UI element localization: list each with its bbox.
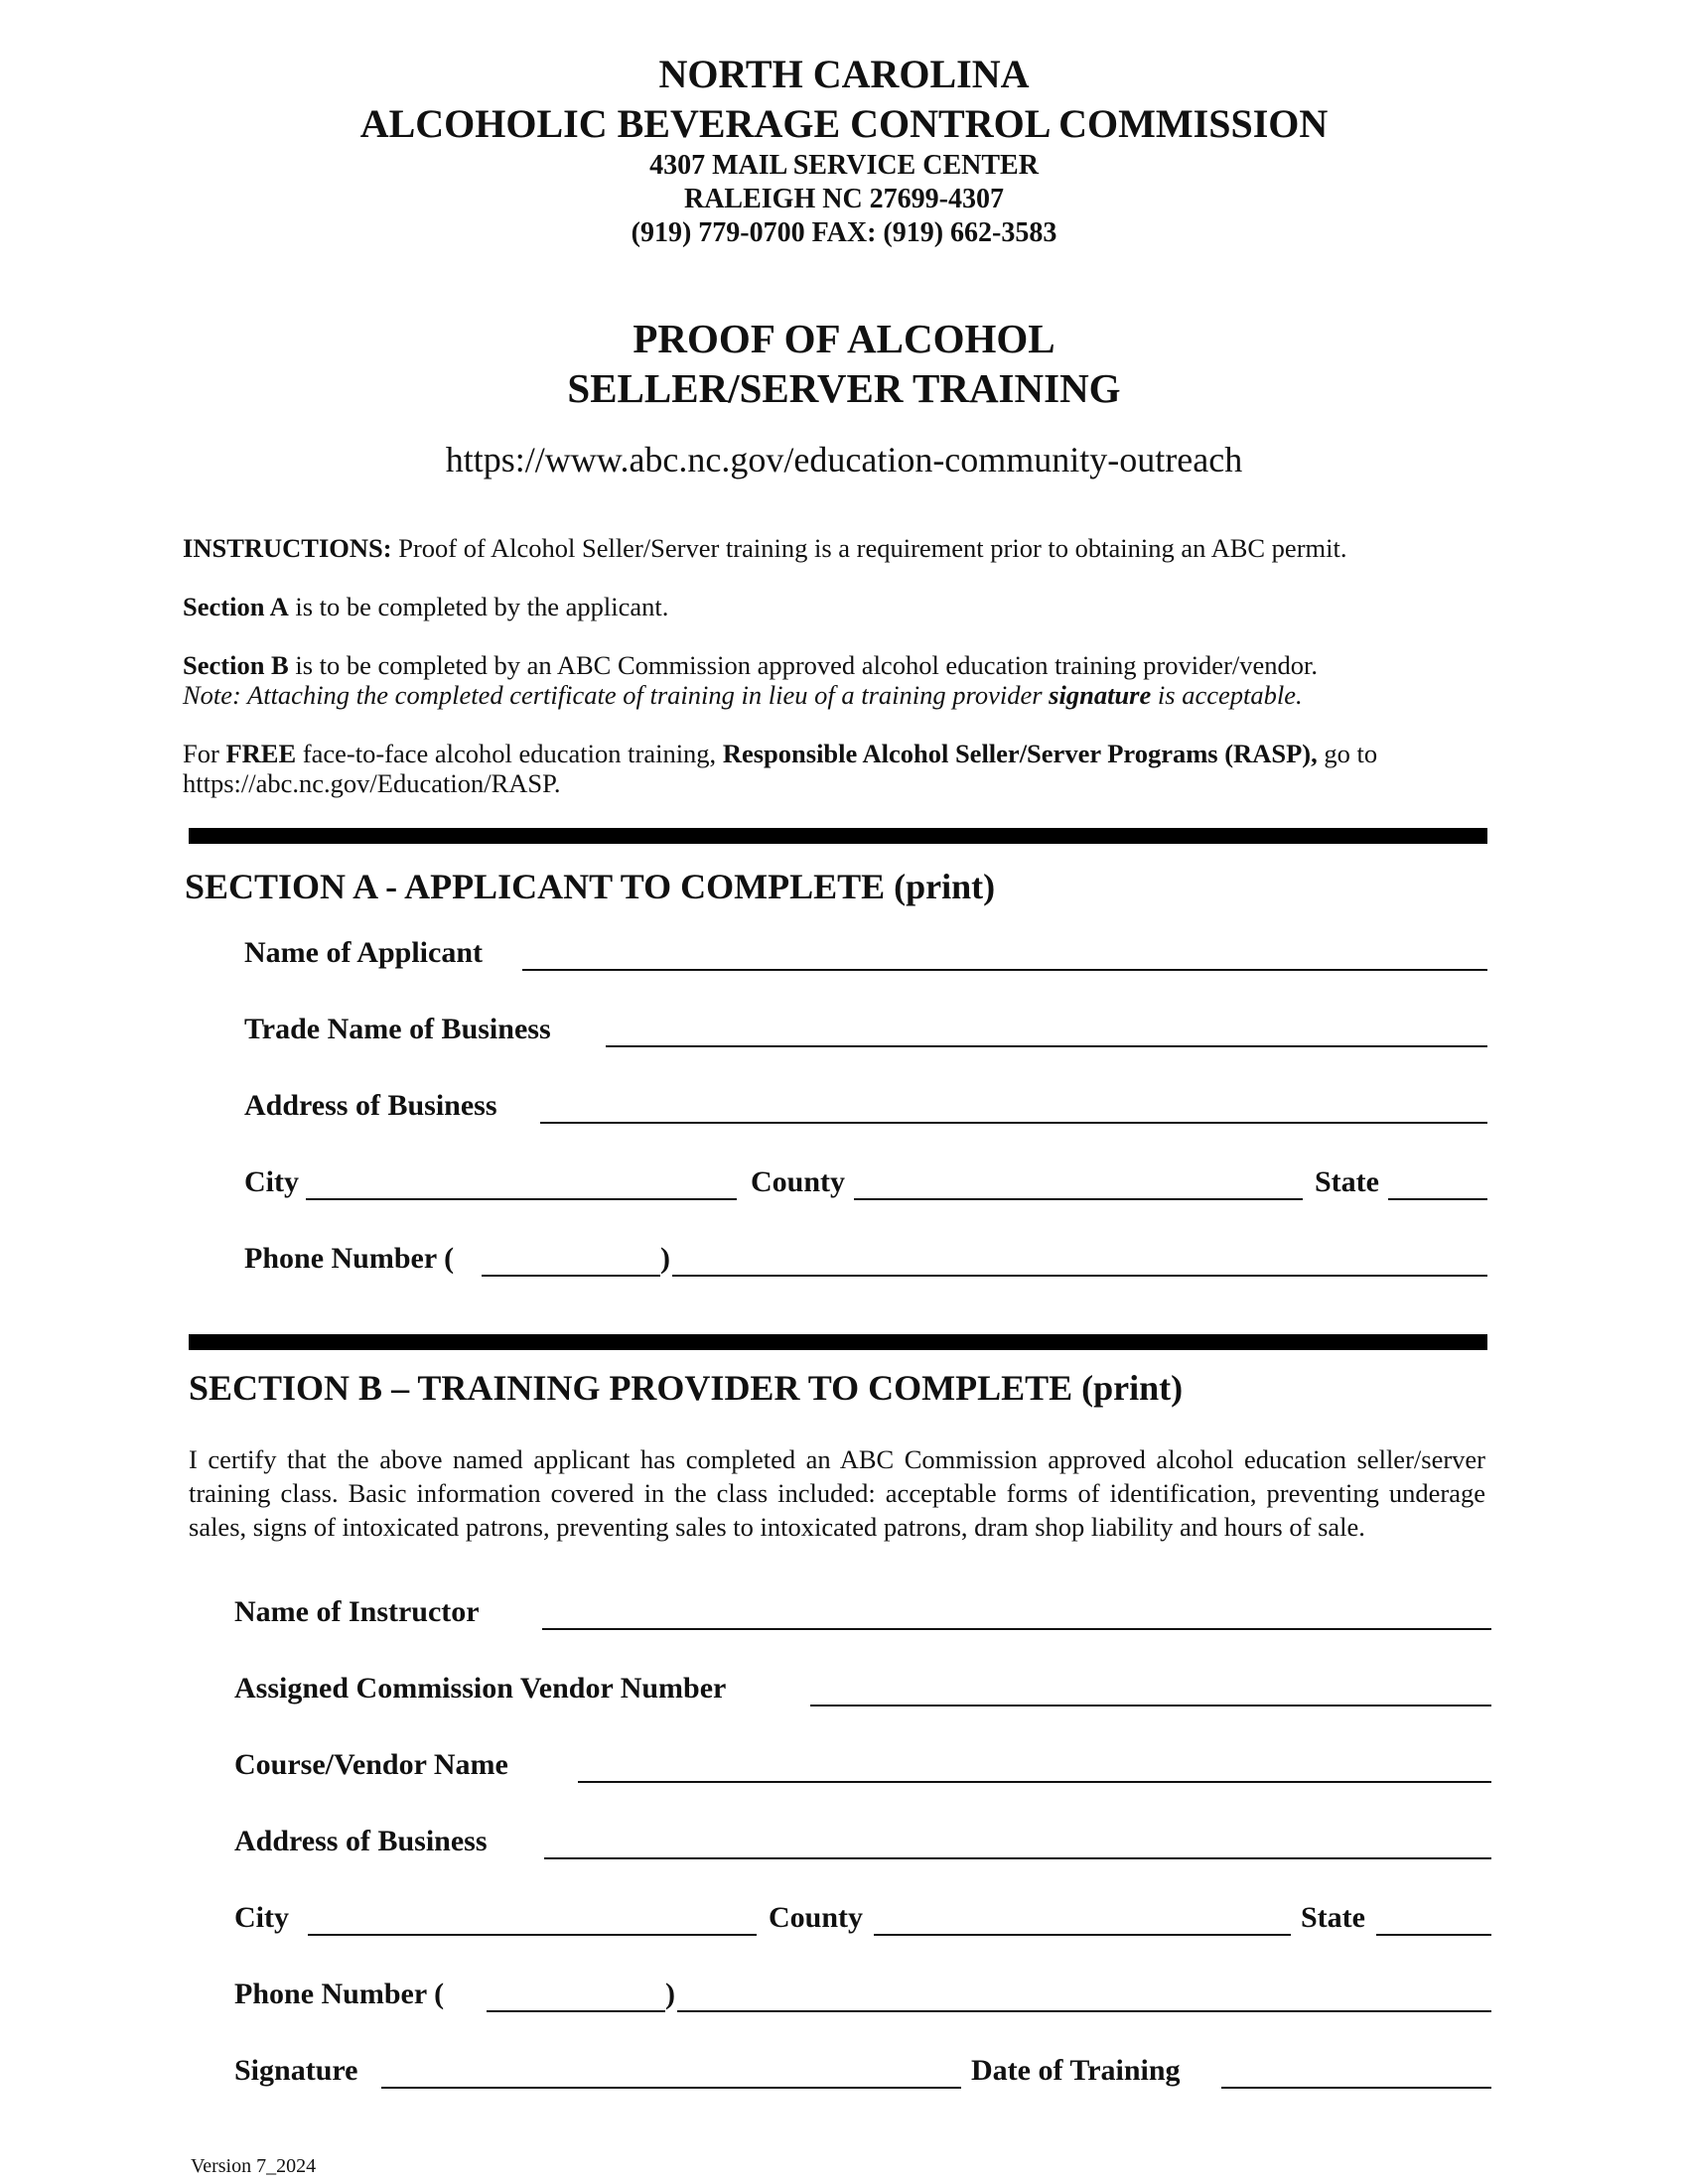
trade-name-row (0, 1012, 1688, 1051)
certificate-note (183, 680, 1513, 710)
vendor-address-label: Address of Business (234, 1825, 488, 1857)
date-of-training-label: Date of Training (971, 2054, 1181, 2087)
signature-date-row (0, 2053, 1688, 2093)
applicant-name-row (0, 935, 1688, 975)
vendor-city-county-state-row (0, 1900, 1688, 1940)
section-a-instruction-text: is to be completed by the applicant. (288, 592, 669, 621)
vendor-state-field[interactable] (1376, 1934, 1491, 1936)
free-text-end: go to (1317, 739, 1378, 768)
vendor-address-field[interactable] (544, 1857, 1491, 1859)
section-a-instruction (183, 592, 1513, 621)
phone-label: Phone Number ( (244, 1242, 455, 1275)
form-title-line1: PROOF OF ALCOHOL (633, 316, 1055, 361)
section-b-instruction (183, 650, 1513, 680)
vendor-phone-number-field[interactable] (677, 2010, 1491, 2012)
org-address-line2: RALEIGH NC 27699-4307 (683, 184, 1004, 214)
trade-name-label: Trade Name of Business (244, 1013, 551, 1045)
free-word: FREE (225, 739, 297, 768)
trade-name-field[interactable] (606, 1045, 1487, 1047)
rasp-url[interactable]: https://abc.nc.gov/Education/RASP. (183, 768, 561, 798)
signature-label: Signature (234, 2054, 358, 2087)
vendor-phone-close-paren: ) (665, 1978, 675, 2010)
free-training-paragraph (183, 739, 1513, 798)
section-a-instruction-label: Section A (183, 592, 289, 621)
note-text-start: Note: Attaching the completed certificate of training in lieu of a training provider (183, 680, 1050, 710)
note-text-end: is acceptable. (1151, 680, 1303, 710)
vendor-city-label: City (234, 1901, 289, 1934)
business-address-row (0, 1088, 1688, 1128)
business-address-field[interactable] (540, 1122, 1487, 1124)
form-url[interactable]: https://www.abc.nc.gov/education-community-outreach (445, 440, 1243, 479)
vendor-phone-row (0, 1977, 1688, 2016)
vendor-number-label: Assigned Commission Vendor Number (234, 1672, 727, 1705)
phone-area-code-field[interactable] (482, 1275, 660, 1277)
state-field[interactable] (1388, 1198, 1487, 1200)
section-b-instruction-text: is to be completed by an ABC Commission approved alcohol education training provider/vendor. (288, 650, 1319, 680)
section-a-title: SECTION A - APPLICANT TO COMPLETE (print) (185, 867, 996, 906)
rasp-program-name: Responsible Alcohol Seller/Server Programs (RASP), (722, 739, 1318, 768)
city-county-state-row (0, 1164, 1688, 1204)
section-b-divider (189, 1334, 1487, 1350)
course-vendor-field[interactable] (578, 1781, 1491, 1783)
vendor-city-field[interactable] (308, 1934, 757, 1936)
instructions-paragraph (183, 533, 1513, 563)
vendor-number-row (0, 1671, 1688, 1710)
instructor-name-row (0, 1594, 1688, 1634)
vendor-county-label: County (769, 1901, 864, 1934)
vendor-state-label: State (1301, 1901, 1365, 1934)
phone-number-row (0, 1241, 1688, 1281)
vendor-county-field[interactable] (874, 1934, 1291, 1936)
course-vendor-row (0, 1747, 1688, 1787)
phone-number-field[interactable] (672, 1275, 1487, 1277)
certification-statement: I certify that the above named applicant has completed an ABC Commission approved alcohol education seller/server training class. Basic information covered in the class included: acceptable forms of identification, preventing underage sales, signs of intoxicated patrons, preventing sales to intoxicated patrons, dram shop liability and hours of sale. (189, 1444, 1485, 1542)
org-name-line1: NORTH CAROLINA (658, 52, 1030, 96)
applicant-name-field[interactable] (522, 969, 1487, 971)
city-field[interactable] (306, 1198, 737, 1200)
note-signature-word: signature (1049, 680, 1152, 710)
applicant-name-label: Name of Applicant (244, 936, 483, 969)
org-phone-fax: (919) 779-0700 FAX: (919) 662-3583 (631, 217, 1057, 248)
instructor-name-label: Name of Instructor (234, 1595, 480, 1628)
section-b-instruction-label: Section B (183, 650, 289, 680)
instructor-name-field[interactable] (542, 1628, 1491, 1630)
state-label: State (1315, 1165, 1379, 1198)
signature-field[interactable] (381, 2087, 961, 2089)
instructions-label: INSTRUCTIONS: (183, 533, 392, 563)
org-address-line1: 4307 MAIL SERVICE CENTER (649, 150, 1039, 181)
vendor-phone-area-code-field[interactable] (487, 2010, 665, 2012)
form-title-line2: SELLER/SERVER TRAINING (567, 365, 1121, 411)
city-label: City (244, 1165, 299, 1198)
phone-close-paren: ) (660, 1242, 670, 1275)
county-field[interactable] (854, 1198, 1303, 1200)
date-of-training-field[interactable] (1221, 2087, 1491, 2089)
org-name-line2: ALCOHOLIC BEVERAGE CONTROL COMMISSION (359, 101, 1329, 146)
course-vendor-label: Course/Vendor Name (234, 1748, 508, 1781)
county-label: County (751, 1165, 846, 1198)
vendor-phone-label: Phone Number ( (234, 1978, 445, 2010)
vendor-address-row (0, 1824, 1688, 1863)
form-version: Version 7_2024 (191, 2155, 317, 2177)
section-b-title: SECTION B – TRAINING PROVIDER TO COMPLETE (print) (189, 1368, 1184, 1408)
vendor-number-field[interactable] (810, 1705, 1491, 1706)
business-address-label: Address of Business (244, 1089, 497, 1122)
section-a-divider (189, 828, 1487, 844)
instructions-text: Proof of Alcohol Seller/Server training is a requirement prior to obtaining an ABC permit. (391, 533, 1347, 563)
free-text-start: For (183, 739, 226, 768)
free-text-mid: face-to-face alcohol education training, (296, 739, 723, 768)
